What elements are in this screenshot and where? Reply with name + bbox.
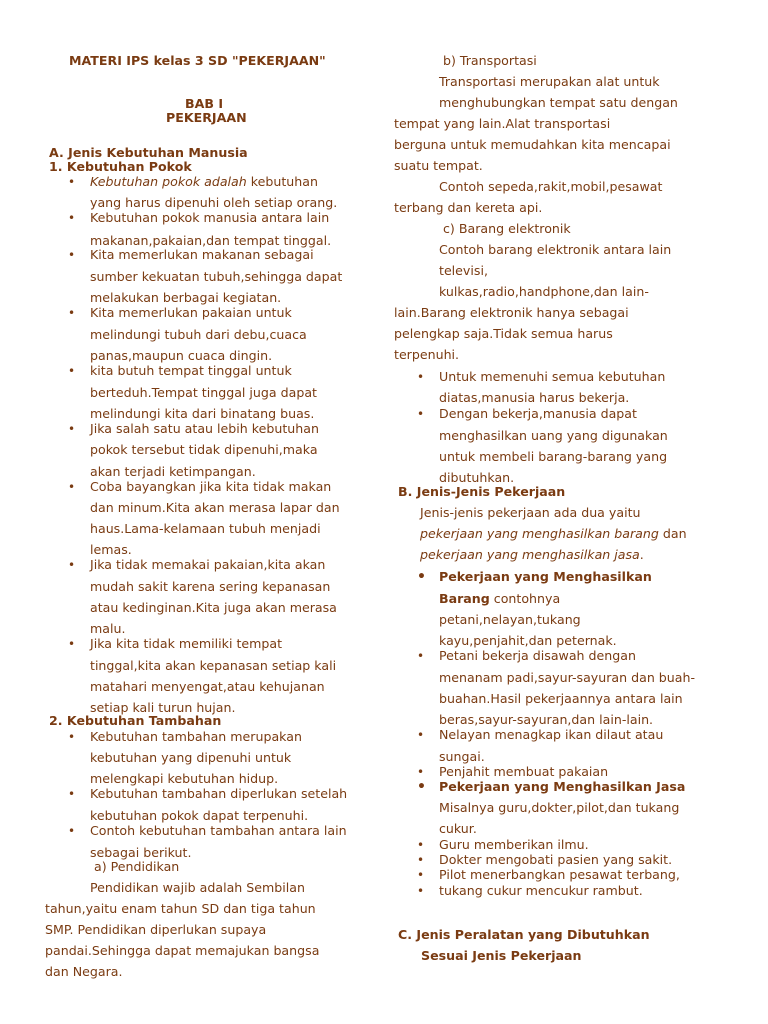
list-text: panas,maupun cuaca dingin. — [90, 348, 273, 363]
chapter-number: BAB I — [185, 96, 224, 111]
list-item: • Kebutuhan tambahan merupakan — [90, 730, 302, 744]
jasa-heading: • Pekerjaan yang Menghasilkan Jasa — [439, 780, 685, 794]
list-item: • Kita memerlukan pakaian untuk — [90, 306, 292, 320]
list-text: berteduh.Tempat tinggal juga dapat — [90, 385, 317, 400]
document-title: MATERI IPS kelas 3 SD "PEKERJAAN" — [69, 53, 326, 68]
list-item: • Contoh kebutuhan tambahan antara lain — [90, 824, 347, 838]
list-item: • Petani bekerja disawah dengan — [439, 649, 636, 663]
paragraph-line: terpenuhi. — [394, 347, 460, 362]
list-text: yang harus dipenuhi oleh setiap orang. — [90, 195, 338, 210]
list-item: • Penjahit membuat pakaian — [439, 765, 608, 779]
list-item: • Coba bayangkan jika kita tidak makan — [90, 480, 331, 494]
paragraph-line: Contoh sepeda,rakit,mobil,pesawat — [439, 179, 663, 194]
list-text: dan minum.Kita akan merasa lapar dan — [90, 500, 340, 515]
list-text: . — [639, 547, 644, 562]
section-c-heading: C. Jenis Peralatan yang Dibutuhkan — [398, 927, 650, 942]
list-item — [90, 175, 318, 189]
pendidikan-heading: a) Pendidikan — [94, 859, 180, 874]
subsection-2-heading: 2. Kebutuhan Tambahan — [49, 713, 222, 728]
paragraph-line: Contoh barang elektronik antara lain — [439, 242, 672, 257]
list-item: • Dengan bekerja,manusia dapat — [439, 407, 637, 421]
paragraph-line — [420, 548, 644, 562]
list-text: tinggal,kita akan kepanasan setiap kali — [90, 658, 337, 673]
paragraph-line: kulkas,radio,handphone,dan lain- — [439, 284, 649, 299]
list-text: kebutuhan yang dipenuhi untuk — [90, 750, 292, 765]
elektronik-heading: c) Barang elektronik — [443, 221, 571, 236]
list-item: • Kebutuhan tambahan diperlukan setelah — [90, 787, 347, 801]
section-a-heading: A. Jenis Kebutuhan Manusia — [49, 145, 248, 160]
list-item: • Kebutuhan pokok manusia antara lain — [90, 211, 329, 225]
list-text: haus.Lama-kelamaan tubuh menjadi — [90, 521, 321, 536]
paragraph-line: dan Negara. — [45, 964, 123, 979]
chapter-title: PEKERJAAN — [166, 110, 247, 125]
barang-heading: • Pekerjaan yang Menghasilkan — [439, 570, 652, 584]
list-text: matahari menyengat,atau kehujanan — [90, 679, 325, 694]
list-item: • Jika kita tidak memiliki tempat — [90, 637, 282, 651]
paragraph-line: terbang dan kereta api. — [394, 200, 543, 215]
paragraph-line: menghubungkan tempat satu dengan — [439, 95, 678, 110]
section-b-heading: B. Jenis-Jenis Pekerjaan — [398, 484, 566, 499]
paragraph-line: pandai.Sehingga dapat memajukan bangsa — [45, 943, 320, 958]
list-item: • tukang cukur mencukur rambut. — [439, 884, 643, 898]
list-text: kebutuhan pokok dapat terpenuhi. — [90, 808, 309, 823]
list-item: • Jika salah satu atau lebih kebutuhan — [90, 422, 319, 436]
list-item: • Kita memerlukan makanan sebagai — [90, 248, 314, 262]
paragraph-line: lain.Barang elektronik hanya sebagai — [394, 305, 629, 320]
list-item: • Jika tidak memakai pakaian,kita akan — [90, 558, 325, 572]
term-italic: Kebutuhan pokok adalah — [90, 174, 247, 189]
transportasi-heading: b) Transportasi — [443, 53, 537, 68]
list-text: mudah sakit karena sering kepanasan — [90, 579, 331, 594]
list-text: kayu,penjahit,dan peternak. — [439, 633, 617, 648]
list-text: melindungi kita dari binatang buas. — [90, 406, 315, 421]
paragraph-line: SMP. Pendidikan diperlukan supaya — [45, 922, 267, 937]
paragraph-line — [420, 527, 687, 541]
list-text: kebutuhan — [246, 174, 318, 189]
list-text: untuk membeli barang-barang yang — [439, 449, 668, 464]
list-text: sebagai berikut. — [90, 845, 192, 860]
list-text: contohnya — [489, 591, 561, 606]
list-item: • Pilot menerbangkan pesawat terbang, — [439, 868, 680, 882]
list-item: • Guru memberikan ilmu. — [439, 838, 589, 852]
list-text: atau kedinginan.Kita juga akan merasa — [90, 600, 337, 615]
list-text: melengkapi kebutuhan hidup. — [90, 771, 279, 786]
list-item: • Untuk memenuhi semua kebutuhan — [439, 370, 665, 384]
list-text: petani,nelayan,tukang — [439, 612, 581, 627]
paragraph-line: tempat yang lain.Alat transportasi — [394, 116, 611, 131]
list-text: melindungi tubuh dari debu,cuaca — [90, 327, 307, 342]
term-italic: pekerjaan yang menghasilkan jasa — [420, 547, 640, 562]
list-text: makanan,pakaian,dan tempat tinggal. — [90, 233, 332, 248]
list-text — [439, 592, 560, 606]
list-text: buahan.Hasil pekerjaannya antara lain — [439, 691, 683, 706]
list-item: • Nelayan menagkap ikan dilaut atau — [439, 728, 663, 742]
paragraph-line: Transportasi merupakan alat untuk — [439, 74, 660, 89]
right-column — [384, 0, 768, 1024]
paragraph-line: Jenis-jenis pekerjaan ada dua yaitu — [420, 505, 641, 520]
list-text: pokok tersebut tidak dipenuhi,maka — [90, 442, 318, 457]
paragraph-line: Pendidikan wajib adalah Sembilan — [90, 880, 305, 895]
list-text: lemas. — [90, 542, 132, 557]
list-text: melakukan berbagai kegiatan. — [90, 290, 282, 305]
subsection-1-heading: 1. Kebutuhan Pokok — [49, 159, 192, 174]
paragraph-line: tahun,yaitu enam tahun SD dan tiga tahun — [45, 901, 316, 916]
list-item: • kita butuh tempat tinggal untuk — [90, 364, 292, 378]
paragraph-line: berguna untuk memudahkan kita mencapai — [394, 137, 671, 152]
list-item: • Dokter mengobati pasien yang sakit. — [439, 853, 672, 867]
list-text: Misalnya guru,dokter,pilot,dan tukang — [439, 800, 680, 815]
list-text: diatas,manusia harus bekerja. — [439, 390, 630, 405]
term-bold: Barang — [439, 591, 490, 606]
list-text: setiap kali turun hujan. — [90, 700, 236, 715]
paragraph-line: suatu tempat. — [394, 158, 483, 173]
list-text: menanam padi,sayur-sayuran dan buah- — [439, 670, 696, 685]
list-text: dan — [658, 526, 687, 541]
list-text: sumber kekuatan tubuh,sehingga dapat — [90, 269, 343, 284]
list-text: sungai. — [439, 749, 485, 764]
list-text: malu. — [90, 621, 126, 636]
list-text: menghasilkan uang yang digunakan — [439, 428, 668, 443]
list-text: beras,sayur-sayuran,dan lain-lain. — [439, 712, 654, 727]
paragraph-line: pelengkap saja.Tidak semua harus — [394, 326, 613, 341]
list-text: cukur. — [439, 821, 477, 836]
paragraph-line: televisi, — [439, 263, 488, 278]
list-text: dibutuhkan. — [439, 470, 515, 485]
section-c-heading-cont: Sesuai Jenis Pekerjaan — [421, 948, 582, 963]
term-italic: pekerjaan yang menghasilkan barang — [420, 526, 659, 541]
list-text: akan terjadi ketimpangan. — [90, 464, 256, 479]
